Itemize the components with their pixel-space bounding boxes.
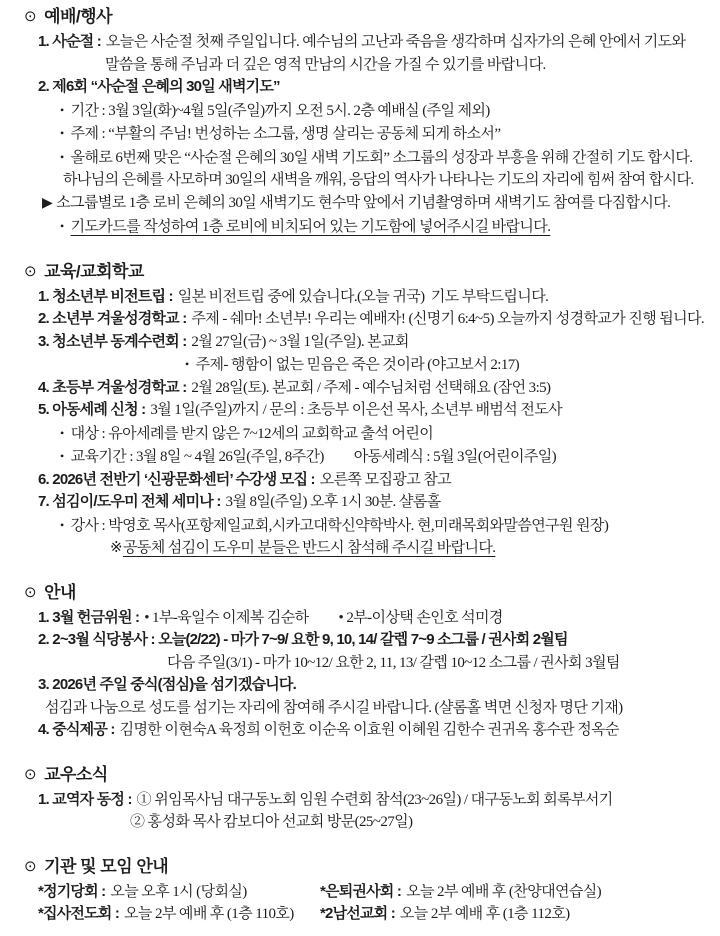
retired-deaconess-item bbox=[320, 881, 710, 904]
dawn-prayer-theme-line bbox=[18, 122, 710, 146]
bullet-icon: • bbox=[60, 219, 64, 233]
item-text: 강사 : 박영호 목사(포항제일교회,시카고대학신약학박사. 현,미래목회와말씀연구원 원장) bbox=[70, 517, 609, 534]
baptism-schedule-line bbox=[18, 445, 710, 469]
item-label: 4. 중식제공 : bbox=[38, 721, 115, 738]
item-text: 올해로 6번째 맞은 “사순절 은혜의 30일 새벽 기도회” 소그룹의 성장과 부흥을 위해 간절히 기도 합시다. bbox=[70, 149, 693, 166]
item-label: *2남선교회 : bbox=[320, 905, 395, 922]
item-text: 기간 : 3월 3일(화)~4월 5일(주일)까지 오전 5시. 2층 예배실 (주일 제외) bbox=[70, 102, 490, 119]
lent-item-continuation bbox=[18, 54, 710, 77]
section-header-member-news bbox=[24, 764, 710, 786]
item-text: 김명한 이현숙A 육정희 이헌호 이순옥 이효원 이혜원 김한수 권귀옥 홍수관 정옥순 bbox=[119, 722, 619, 738]
dawn-prayer-title-line bbox=[18, 76, 710, 99]
section-marker-icon: ⊙ bbox=[24, 857, 37, 875]
bullet-icon: • bbox=[60, 517, 64, 532]
item-text: 교육기간 : 3월 8일 ~ 4월 26일(주일, 8주간) bbox=[70, 449, 324, 465]
item-text: 섬김과 나눔으로 성도를 섬기는 자리에 참여해 주시길 바랍니다. (샬롬홀 벽면 신청자 명단 기재) bbox=[45, 699, 623, 716]
item-label: 2. 소년부 겨울성경학교 : bbox=[38, 310, 187, 327]
servant-seminar-line bbox=[18, 491, 710, 514]
item-text-underlined: 기도카드를 작성하여 1층 로비에 비치되어 있는 기도함에 넣어주시길 바랍니다. bbox=[70, 219, 551, 235]
item-label: *집사전도회 : bbox=[38, 905, 120, 922]
item-label: 4. 초등부 겨울성경학교 : bbox=[38, 378, 187, 396]
sunday-lunch-continuation bbox=[18, 697, 710, 720]
item-text: 대상 : 유아세례를 받지 않은 7~12세의 교회학교 출석 어린이 bbox=[70, 425, 434, 442]
bullet-icon: • bbox=[60, 126, 64, 140]
youth-retreat-theme-line bbox=[18, 353, 710, 377]
culture-center-line bbox=[18, 469, 710, 492]
item-text: 하나님의 은혜를 사모하며 30일의 새벽을 깨워, 응답의 역사가 나타나는 기도의 자리에 힘써 참여 합시다. bbox=[63, 172, 694, 188]
cafeteria-service-line bbox=[18, 629, 710, 652]
item-text: 오늘 2부 예배 후 (1층 112호) bbox=[399, 906, 570, 922]
lent-item-line bbox=[18, 31, 710, 54]
item-label: 5. 아동세례 신청 : bbox=[38, 401, 146, 418]
seminar-note-line bbox=[18, 537, 710, 560]
item-label: *정기당회 : bbox=[38, 882, 106, 900]
elementary-bible-school-line bbox=[18, 377, 710, 400]
item-label: 1. 교역자 동정 : bbox=[38, 790, 132, 808]
item-text: 오늘 2부 예배 후 (1층 110호) bbox=[124, 906, 294, 922]
section-title: 예배/행사 bbox=[44, 7, 112, 26]
item-text: 말씀을 통해 주님과 더 깊은 영적 만남의 시간을 가질 수 있기를 바랍니다. bbox=[105, 56, 546, 73]
vision-trip-line bbox=[18, 286, 710, 309]
item-text: 오른쪽 모집광고 참고 bbox=[319, 471, 452, 488]
section-title: 안내 bbox=[44, 582, 76, 602]
item-text: • 2부-이상택 손인호 석미경 bbox=[338, 609, 503, 626]
sunday-lunch-line bbox=[18, 674, 710, 697]
reference-mark-icon: ※ bbox=[110, 540, 122, 556]
item-label: 1. 3월 헌금위원 : bbox=[38, 608, 140, 626]
prayer-card-line bbox=[18, 215, 710, 239]
clergy-news-line bbox=[18, 789, 710, 812]
mens-mission-item bbox=[320, 903, 710, 926]
item-text: 3월 8일(주일) 오후 1시 30분. 샬롬홀 bbox=[225, 494, 441, 510]
deacon-mission-item bbox=[38, 903, 320, 926]
item-label: 1. 청소년부 비전트립 : bbox=[38, 287, 173, 305]
baptism-target-line bbox=[18, 422, 710, 446]
seminar-lecturer-line bbox=[18, 514, 710, 538]
item-label: 2. 제6회 “사순절 은혜의 30일 새벽기도” bbox=[38, 78, 280, 95]
item-label: 1. 사순절 : bbox=[38, 33, 101, 50]
item-text: ① 위임목사님 대구동노회 임원 수련회 참석(23~26일) / 대구동노회 회록부서기 bbox=[136, 791, 613, 808]
bullet-icon: • bbox=[185, 357, 189, 371]
item-text: 주제- 행함이 없는 믿음은 죽은 것이라 (야고보서 2:17) bbox=[195, 357, 520, 373]
item-text-underlined: 공동체 섬김이 도우미 분들은 반드시 참석해 주시길 바랍니다. bbox=[122, 540, 496, 556]
section-marker-icon: ⊙ bbox=[24, 8, 37, 25]
section-header-organizations bbox=[24, 856, 710, 878]
item-text: 소그룹별로 1층 로비 은혜의 30일 새벽기도 현수막 앞에서 기념촬영하며 새벽기도 참여를 다짐합시다. bbox=[56, 194, 671, 211]
section-marker-icon: ⊙ bbox=[24, 262, 37, 280]
dawn-prayer-desc-line bbox=[18, 146, 710, 170]
section-header-worship bbox=[24, 6, 710, 28]
section-education bbox=[18, 261, 710, 560]
item-text: 주제 - 쉐마! 소년부! 우리는 예배자! (신명기 6:4~5) 오늘까지 성경학교가 진행 됩니다. bbox=[191, 311, 705, 327]
bullet-icon: • bbox=[60, 149, 64, 164]
section-header-notice bbox=[24, 582, 710, 604]
section-title: 교우소식 bbox=[44, 764, 108, 784]
winter-bible-school-line bbox=[18, 308, 710, 331]
section-notice bbox=[18, 582, 710, 742]
item-text: 오늘 오후 1시 (당회실) bbox=[110, 883, 247, 900]
item-label: 3. 2026년 주일 중식(점심)을 섬기겠습니다. bbox=[38, 676, 296, 693]
bullet-icon: • bbox=[60, 449, 64, 463]
item-text: 일본 비전트립 중에 있습니다.(오늘 귀국) 기도 부탁드립니다. bbox=[177, 288, 549, 305]
youth-retreat-line bbox=[18, 331, 710, 354]
item-text: 오늘은 사순절 첫째 주일입니다. 예수님의 고난과 죽음을 생각하며 십자가의 은혜 안에서 기도와 bbox=[105, 34, 686, 50]
item-label: 2. 2~3월 식당봉사 : 오늘(2/22) - 마가 7~9/ 요한 9, 10, 14/ 갈렙 7~9 소그룹 / 권사회 2월팀 bbox=[38, 631, 568, 648]
dawn-prayer-period-line bbox=[18, 99, 710, 123]
section-header-education bbox=[24, 261, 710, 283]
section-organizations bbox=[18, 856, 710, 926]
org-row-2 bbox=[18, 903, 710, 926]
clergy-news-continuation bbox=[18, 811, 710, 834]
section-worship-events bbox=[18, 6, 710, 239]
item-label: 6. 2026년 전반기 ‘신광문화센터’ 수강생 모집 : bbox=[38, 470, 315, 488]
item-text: 2월 27일(금) ~ 3월 1일(주일). 본교회 bbox=[191, 333, 409, 350]
item-text: • 1부-육일수 이제복 김순하 bbox=[144, 609, 309, 626]
item-text: 2월 28일(토). 본교회 / 주제 - 예수님처럼 선택해요 (잠언 3:5) bbox=[191, 379, 551, 396]
item-text: 아동세례식 : 5월 3일(어린이주일) bbox=[353, 449, 557, 465]
child-baptism-line bbox=[18, 399, 710, 422]
section-marker-icon: ⊙ bbox=[24, 583, 37, 601]
section-marker-icon: ⊙ bbox=[24, 765, 37, 783]
item-text: 3월 1일(주일)까지 / 문의 : 초등부 이은선 목사, 소년부 배범석 전도사 bbox=[150, 402, 562, 418]
lunch-providers-line bbox=[18, 719, 710, 742]
bullet-icon: • bbox=[60, 425, 64, 440]
offering-committee-line bbox=[18, 607, 710, 630]
bullet-icon: • bbox=[60, 102, 64, 117]
section-title: 교육/교회학교 bbox=[44, 261, 144, 281]
dawn-prayer-desc-continuation bbox=[18, 169, 710, 192]
cafeteria-service-continuation bbox=[18, 652, 710, 675]
arrow-icon: ▶ bbox=[42, 195, 53, 211]
item-text: 다음 주일(3/1) - 마가 10~12/ 요한 2, 11, 13/ 갈렙 10~12 소그룹 / 권사회 3월팀 bbox=[167, 654, 620, 671]
item-text: ② 홍성화 목사 캄보디아 선교회 방문(25~27일) bbox=[130, 814, 413, 830]
session-meeting-item bbox=[38, 881, 320, 904]
section-member-news bbox=[18, 764, 710, 834]
dawn-prayer-photo-line bbox=[18, 192, 710, 216]
item-label: 7. 섬김이/도우미 전체 세미나 : bbox=[38, 493, 221, 510]
item-text: 주제 : “부활의 주님! 번성하는 소그룹, 생명 살리는 공동체 되게 하소서” bbox=[70, 126, 501, 142]
section-title: 기관 및 모임 안내 bbox=[44, 856, 169, 876]
item-label: 3. 청소년부 동계수련회 : bbox=[38, 332, 187, 350]
item-text: 오늘 2부 예배 후 (찬양대연습실) bbox=[406, 883, 602, 900]
church-bulletin-document bbox=[18, 6, 710, 926]
item-label: *은퇴권사회 : bbox=[320, 882, 402, 900]
org-row-1 bbox=[18, 881, 710, 904]
